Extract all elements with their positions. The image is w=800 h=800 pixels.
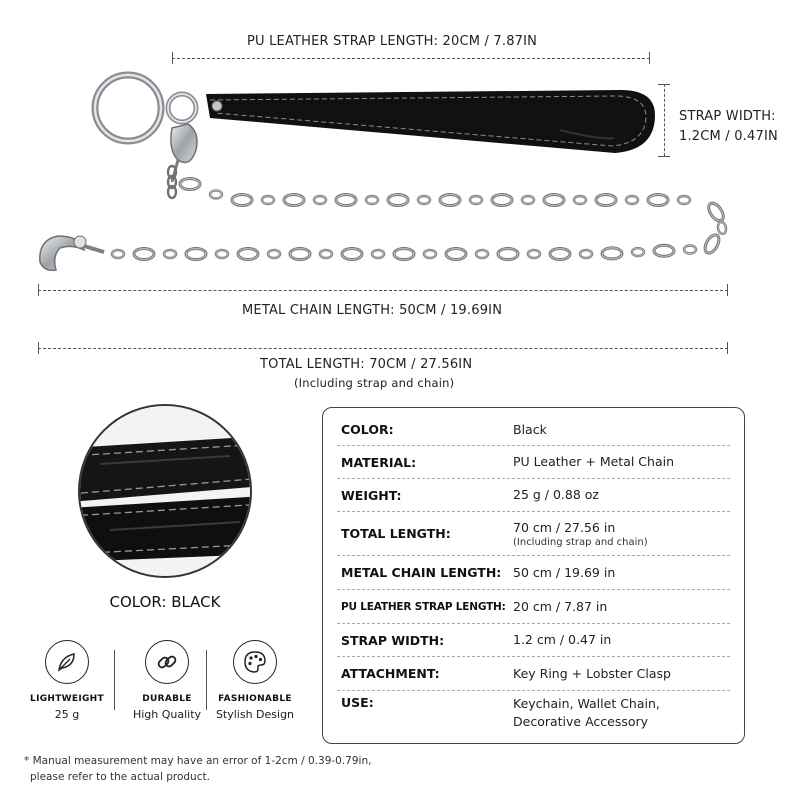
chain-link bbox=[336, 195, 356, 206]
lower-lobster-clasp bbox=[40, 236, 104, 270]
chain-link bbox=[394, 249, 414, 260]
chain-link bbox=[446, 249, 466, 260]
total-length-note: (Including strap and chain) bbox=[294, 376, 455, 390]
feature-subtitle: Stylish Design bbox=[215, 708, 295, 721]
spec-key: MATERIAL: bbox=[341, 454, 417, 470]
feature-title: LIGHTWEIGHT bbox=[30, 694, 104, 704]
spec-value: 1.2 cm / 0.47 in bbox=[513, 632, 612, 647]
chain-link bbox=[492, 195, 512, 206]
strap-length-label: PU LEATHER STRAP LENGTH: 20CM / 7.87IN bbox=[247, 34, 538, 49]
total-length-cap-right bbox=[727, 342, 728, 354]
feature-divider bbox=[114, 650, 115, 710]
feather-icon bbox=[45, 640, 89, 684]
feature-title: FASHIONABLE bbox=[218, 694, 292, 704]
spec-value-line1: Keychain, Wallet Chain, bbox=[513, 696, 660, 711]
feature-durable bbox=[118, 640, 216, 721]
spec-row-strap-length bbox=[337, 590, 730, 624]
chain-link bbox=[180, 179, 200, 190]
strap-closeup-image bbox=[78, 404, 252, 578]
feature-lightweight bbox=[18, 640, 116, 721]
leather-strap bbox=[206, 90, 655, 153]
spec-row-color bbox=[337, 414, 730, 446]
spec-value bbox=[513, 695, 660, 731]
chain-link bbox=[134, 249, 154, 260]
total-length-label: TOTAL LENGTH: 70CM / 27.56IN bbox=[260, 357, 473, 372]
spec-row-attachment bbox=[337, 657, 730, 691]
chain-link bbox=[290, 249, 310, 260]
spec-table bbox=[322, 407, 745, 744]
spec-value: PU Leather + Metal Chain bbox=[513, 454, 675, 469]
spec-value: 25 g / 0.88 oz bbox=[513, 487, 599, 502]
spec-row-use bbox=[337, 691, 730, 737]
spec-row-material bbox=[337, 446, 730, 479]
spec-value: Key Ring + Lobster Clasp bbox=[513, 665, 671, 681]
spec-value: Black bbox=[513, 421, 547, 437]
spec-value-note: (Including strap and chain) bbox=[513, 536, 648, 548]
spec-row-strap-width bbox=[337, 624, 730, 657]
chain-length-label: METAL CHAIN LENGTH: 50CM / 19.69IN bbox=[242, 303, 503, 318]
spec-key: COLOR: bbox=[341, 422, 394, 437]
feature-fashionable bbox=[206, 640, 304, 721]
chain-link bbox=[186, 249, 206, 260]
chain-link bbox=[232, 195, 252, 206]
feature-title: DURABLE bbox=[142, 694, 192, 704]
chain-link bbox=[498, 249, 518, 260]
chain-link bbox=[342, 249, 362, 260]
chain-link bbox=[654, 245, 674, 256]
chain-link bbox=[648, 195, 668, 206]
feature-subtitle: High Quality bbox=[132, 708, 202, 721]
spec-value-line2: Decorative Accessory bbox=[513, 714, 649, 729]
chain-link bbox=[550, 249, 570, 260]
measurement-footnote bbox=[24, 753, 371, 785]
spec-row-weight bbox=[337, 479, 730, 512]
spec-value-main: 70 cm / 27.56 in bbox=[513, 519, 616, 535]
spec-key: PU LEATHER STRAP LENGTH: bbox=[341, 600, 506, 613]
color-caption: COLOR: BLACK bbox=[109, 593, 221, 611]
spec-value: 20 cm / 7.87 in bbox=[513, 598, 608, 614]
chain-link-icon bbox=[145, 640, 189, 684]
chain-link bbox=[602, 248, 622, 259]
chain-link bbox=[388, 195, 408, 206]
spec-row-chain-length bbox=[337, 556, 730, 590]
spec-key: USE: bbox=[341, 695, 374, 710]
total-length-cap-left bbox=[38, 342, 39, 354]
palette-icon bbox=[233, 640, 277, 684]
strap-width-label-line2: 1.2CM / 0.47IN bbox=[679, 129, 778, 144]
product-image bbox=[0, 0, 800, 300]
spec-key: METAL CHAIN LENGTH: bbox=[341, 565, 502, 580]
spec-row-total-length bbox=[337, 512, 730, 556]
spec-value: 50 cm / 19.69 in bbox=[513, 564, 616, 580]
spec-key: ATTACHMENT: bbox=[341, 666, 440, 681]
chain-link bbox=[284, 195, 304, 206]
spec-key: STRAP WIDTH: bbox=[341, 632, 445, 648]
spec-key: WEIGHT: bbox=[341, 487, 402, 503]
chain-link bbox=[544, 195, 564, 206]
metal-chain bbox=[112, 166, 727, 260]
footnote-line2: please refer to the actual product. bbox=[30, 771, 210, 783]
spec-key: TOTAL LENGTH: bbox=[341, 526, 451, 541]
strap-width-label-line1: STRAP WIDTH: bbox=[679, 109, 776, 124]
chain-link bbox=[596, 195, 616, 206]
footnote-line1: * Manual measurement may have an error of 1-2cm / 0.39-0.79in, bbox=[24, 755, 372, 767]
feature-subtitle: 25 g bbox=[54, 708, 80, 721]
chain-link bbox=[440, 195, 460, 206]
spec-value bbox=[513, 519, 648, 549]
chain-link bbox=[238, 249, 258, 260]
total-length-line bbox=[38, 348, 728, 349]
